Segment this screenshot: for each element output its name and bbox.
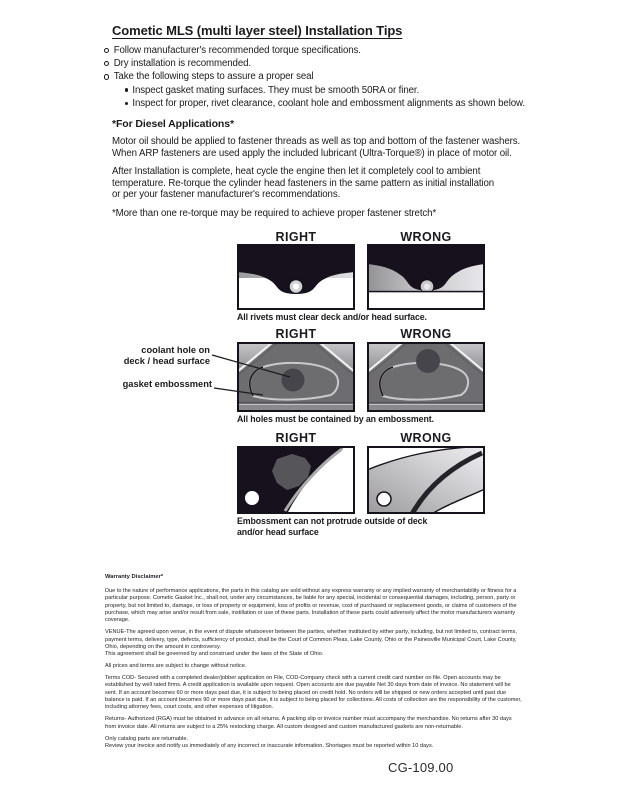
text-line: Motor oil should be applied to fastener threads as well as top and bottom of the fastener washers. <box>112 136 521 147</box>
diagram-rivet-right <box>237 244 355 310</box>
list-item <box>104 70 525 83</box>
diesel-heading: *For Diesel Applications* <box>112 118 234 130</box>
wrong-label: WRONG <box>400 230 452 244</box>
page-number: CG-109.00 <box>388 760 454 775</box>
filled-bullet-icon <box>125 102 128 105</box>
disclaimer-paragraph: Returns- Authorized (RGA) must be obtained in advance on all returns. A packing slip or invoice number must accompany the merchandise. No returns after 30 days from invoice date. All returns are subject to a 25% restocking charge. All custom designed and custom manufactured gaskets are non-returnable. <box>105 716 512 730</box>
disclaimer-paragraph: All prices and terms are subject to change without notice. <box>105 663 247 670</box>
tip-text: Take the following steps to assure a proper seal <box>113 71 314 83</box>
disclaimer-paragraph: Due to the nature of performance applications, the parts in this catalog are sold without any express warranty or any implied warranty of merchantability or fitness for a particular purpose. Cometic Gasket Inc., shall not, under any circumstances, be liable for any special, incidental or consequential damages, including, person, party or property, but not limited to, damage, or loss of property or equipment, loss of profits or revenue, cost of purchased or replacement goods, or claims of customers of the purchase, which may arise and/or result from sale, instillation or use of these parts. Installation of these parts could adversely affect the motor manufacturers warranty coverage. <box>105 587 517 624</box>
retorque-note: *More than one re-torque may be required to achieve proper fastener stretch* <box>112 208 437 219</box>
diagram-caption: and/or head surface <box>237 526 319 537</box>
right-label: RIGHT <box>275 431 317 445</box>
list-item <box>125 84 525 97</box>
coolant-hole-annotation: deck / head surface <box>123 356 210 366</box>
right-label: RIGHT <box>275 230 317 244</box>
coolant-hole-annotation: coolant hole on <box>141 345 210 355</box>
tip-text: Dry installation is recommended. <box>113 58 252 70</box>
disclaimer-paragraph: VENUE-The agreed upon venue, in the event of dispute whatsoever between the parties, whether instituted by either party, including, but not limited to, contract terms, payment terms, delivery, type, defects, sufficiency of product, shall be the Court of Common Pleas, Lake County, Ohio or the Painesville Municipal Court, Lake County, Ohio, depending on the amount in controversy. <box>105 629 517 650</box>
text-line: or per your fastener manufacturer's recommendations. <box>112 189 341 201</box>
disclaimer-paragraph: This agreement shall be governed by and construed under the laws of the State of Ohio. <box>105 651 324 658</box>
diesel-paragraph-2 <box>112 166 494 201</box>
disclaimer-paragraph: Terms COD- Secured with a completed dealer/jobber application on File, COD-Company check with a current credit card number on file. Open accounts may be established by well rated firms. A credit application is available upon request. Open accounts are due payable Net 30 days from date of invoice. No statement will be sent. If an account becomes 60 or more days past due, it is subject to being placed on credit hold. No orders will be shipped or new orders accepted until past due balance is paid. If an account becomes 90 or more days past due, it is subject to being placed for collections. All costs of collection are the responsibility of the customer, including attorney fees, court costs, and other expenses of litigation. <box>105 675 522 711</box>
right-label: RIGHT <box>275 327 317 341</box>
wrong-label: WRONG <box>400 327 452 341</box>
tips-list <box>104 44 525 110</box>
leader-lines <box>205 340 365 410</box>
diagram-caption: All rivets must clear deck and/or head surface. <box>237 312 427 322</box>
diagram-rivet-wrong <box>367 244 485 310</box>
gasket-embossment-annotation: gasket embossment <box>122 379 212 389</box>
text-line: After Installation is complete, heat cycle the engine then let it completely cool to ambient <box>112 166 481 177</box>
diagram-caption: All holes must be contained by an embossment. <box>237 414 434 424</box>
open-bullet-icon <box>104 74 109 79</box>
disclaimer-heading: Warranty Disclaimer* <box>105 574 164 580</box>
text-line: temperature. Re-torque the cylinder head fasteners in the same pattern as initial installation <box>112 177 495 189</box>
tip-text: Inspect gasket mating surfaces. They must be smooth 50RA or finer. <box>132 84 420 96</box>
disclaimer-paragraph: Review your invoice and notify us immediately of any incorrect or inaccurate information. Shortages must be reported within 10 days. <box>105 743 434 749</box>
open-bullet-icon <box>104 61 109 66</box>
filled-bullet-icon <box>125 88 128 91</box>
text-line: When ARP fasteners are used apply the included lubricant (Ultra-Torque®) in place of motor oil. <box>112 147 512 159</box>
diagram-embossment-right <box>237 446 355 514</box>
list-item <box>104 44 525 57</box>
diagram-embossment-wrong <box>367 446 485 514</box>
open-bullet-icon <box>104 48 109 53</box>
list-item <box>104 57 525 70</box>
diagram-coolant-wrong <box>367 342 485 412</box>
list-item <box>125 97 525 110</box>
tip-text: Inspect for proper, rivet clearance, coolant hole and embossment alignments as shown below. <box>132 97 526 109</box>
tip-text: Follow manufacturer's recommended torque specifications. <box>113 45 361 57</box>
page-title: Cometic MLS (multi layer steel) Installation Tips <box>112 23 403 38</box>
warranty-disclaimer <box>105 574 524 755</box>
diesel-paragraph-1 <box>112 136 520 159</box>
diagram-caption: Embossment can not protrude outside of deck <box>237 516 428 526</box>
disclaimer-paragraph: Only catalog parts are returnable. <box>105 735 189 742</box>
wrong-label: WRONG <box>400 431 452 445</box>
